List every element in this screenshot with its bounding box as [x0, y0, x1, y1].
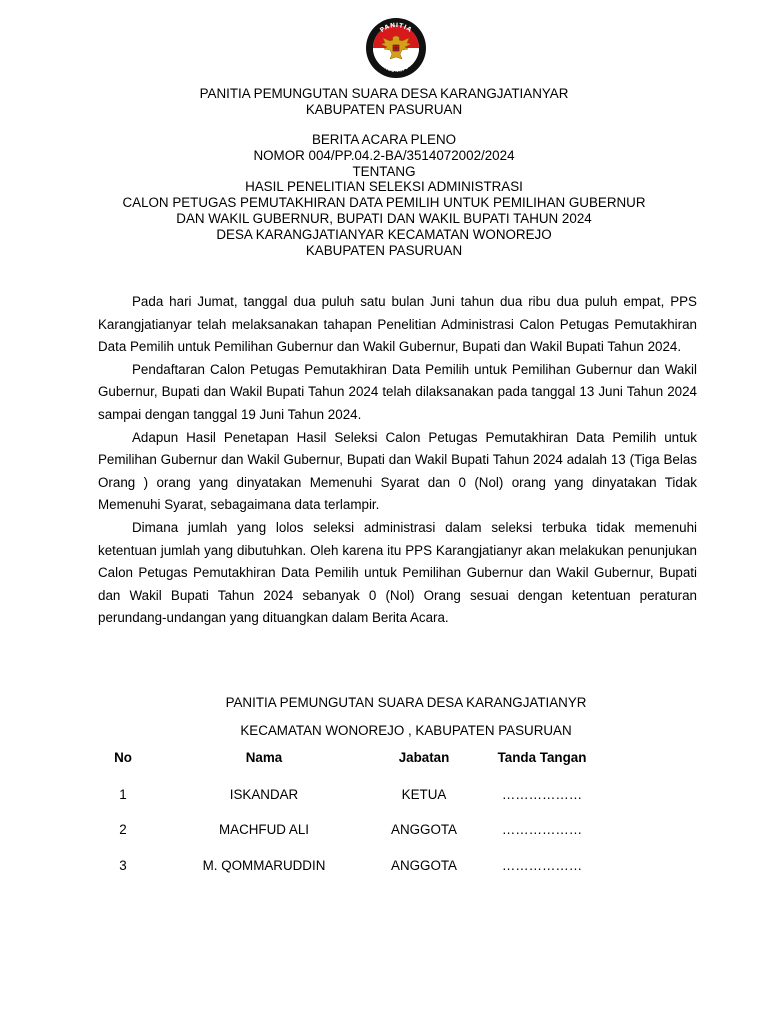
row-tanda-tangan: ……………… [501, 858, 583, 873]
document-body [98, 291, 697, 630]
row-jabatan: KETUA [401, 787, 447, 802]
table-row [0, 787, 768, 807]
row-no: 1 [119, 787, 127, 802]
document-title-block [0, 132, 768, 258]
table-row [0, 822, 768, 842]
row-nama: ISKANDAR [229, 787, 299, 802]
logo-text-bottom: PEMUNGUTAN SUARA [374, 54, 418, 75]
row-jabatan: ANGGOTA [391, 822, 457, 837]
pps-logo-icon [364, 16, 428, 80]
logo-text-top: PANITIA [378, 21, 414, 35]
row-tanda-tangan: ……………… [501, 787, 583, 802]
row-jabatan: ANGGOTA [391, 858, 457, 873]
garuda-emblem-icon [364, 16, 428, 80]
title-subject-line-2: CALON PETUGAS PEMUTAKHIRAN DATA PEMILIH UNTUK PEMILIHAN GUBERNUR [122, 195, 646, 211]
body-paragraph: Adapun Hasil Penetapan Hasil Seleksi Calon Petugas Pemutakhiran Data Pemilih untuk Pemilihan Gubernur dan Wakil Gubernur, Bupati dan Wakil Bupati Tahun 2024 adalah 13 (Tiga Belas Orang ) orang yang dinyatakan Memenuhi Syarat dan 0 (Nol) orang yang dinyatakan Tidak Memenuhi Syarat, sebagaimana data terlampir. [98, 429, 697, 513]
title-subject-line-3: DAN WAKIL GUBERNUR, BUPATI DAN WAKIL BUPATI TAHUN 2024 [176, 210, 592, 226]
row-nama: MACHFUD ALI [218, 822, 310, 837]
committee-regency: KABUPATEN PASURUAN [305, 101, 463, 117]
table-header-row [0, 750, 768, 770]
title-subject-line-1: HASIL PENELITIAN SELEKSI ADMINISTRASI [245, 179, 523, 195]
row-no: 3 [119, 858, 127, 873]
row-tanda-tangan: ……………… [501, 822, 583, 837]
title-subject-line-5: KABUPATEN PASURUAN [305, 242, 463, 258]
row-no: 2 [119, 822, 127, 837]
committee-name: PANITIA PEMUNGUTAN SUARA DESA KARANGJATIANYAR [199, 86, 569, 101]
body-paragraph: Pada hari Jumat, tanggal dua puluh satu bulan Juni tahun dua ribu dua puluh empat, PPS Karangjatianyar telah melaksanakan tahapan Penelitian Administrasi Calon Petugas Pemutakhiran Data Pemilih untuk Pemilihan Gubernur dan Wakil Gubernur, Bupati dan Wakil Bupati Tahun 2024. [98, 294, 697, 355]
title-subject-line-4: DESA KARANGJATIANYAR KECAMATAN WONOREJO [216, 226, 552, 242]
body-paragraph: Dimana jumlah yang lolos seleksi administrasi dalam seleksi terbuka tidak memenuhi ketentuan jumlah yang dibutuhkan. Oleh karena itu PPS Karangjatianyr akan melakukan penunjukan Calon Petugas Pemutakhiran Data Pemilih untuk Pemilihan Gubernur dan Wakil Gubernur, Bupati dan Wakil Bupati Tahun 2024 sebanyak 0 (Nol) Orang sesuai dengan ketentuan peraturan perundang-undangan yang dituangkan dalam Berita Acara. [98, 519, 697, 626]
signature-heading-committee: PANITIA PEMUNGUTAN SUARA DESA KARANGJATIANYR [225, 695, 587, 710]
column-header-no: No [114, 750, 132, 765]
table-row [0, 858, 768, 878]
document-header-committee [0, 86, 768, 118]
column-header-jabatan: Jabatan [398, 750, 450, 765]
column-header-nama: Nama [245, 750, 283, 765]
document-number: NOMOR 004/PP.04.2-BA/3514072002/2024 [253, 147, 515, 163]
document-title: BERITA ACARA PLENO [311, 132, 457, 147]
column-header-tanda-tangan: Tanda Tangan [497, 750, 587, 765]
row-nama: M. QOMMARUDDIN [202, 858, 326, 873]
body-paragraph: Pendaftaran Calon Petugas Pemutakhiran Data Pemilih untuk Pemilihan Gubernur dan Wakil Gubernur, Bupati dan Wakil Bupati Tahun 2024 telah dilaksanakan pada tanggal 13 Juni Tahun 2024 sampai dengan tanggal 19 Juni Tahun 2024. [98, 361, 697, 422]
signature-heading-location: KECAMATAN WONOREJO , KABUPATEN PASURUAN [240, 723, 572, 738]
title-about: TENTANG [352, 163, 416, 179]
